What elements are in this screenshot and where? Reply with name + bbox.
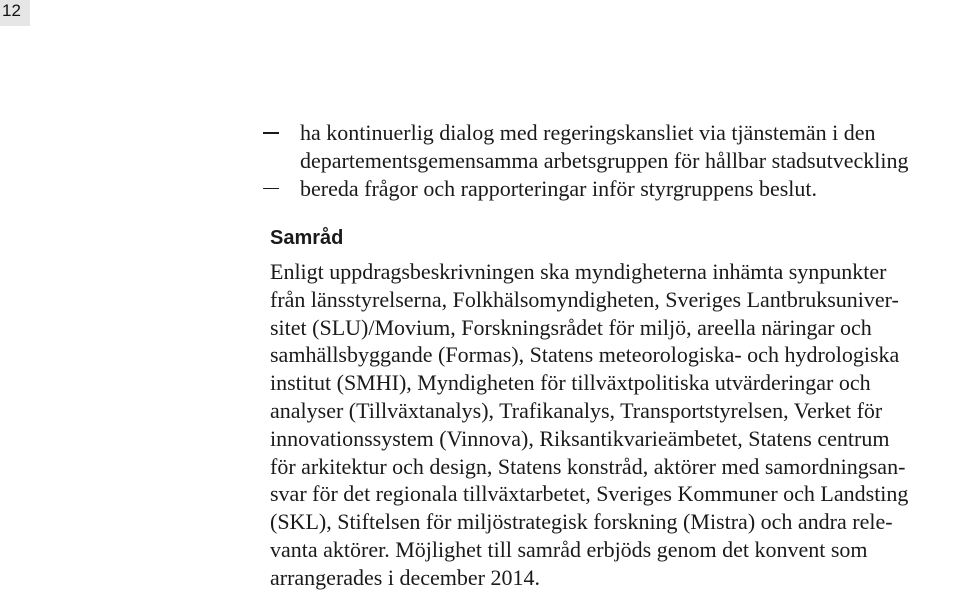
page-number: 12 xyxy=(2,1,21,20)
paragraph-line: analyser (Tillväxtanalys), Trafikanalys, Transportstyrelsen, Verket för xyxy=(270,397,883,423)
paragraph-line: innovationssystem (Vinnova), Riksantikvarieämbetet, Statens centrum xyxy=(270,425,890,451)
list-item-line: bereda frågor och rapporteringar inför styrgruppens beslut. xyxy=(300,175,818,201)
section-heading: Samråd xyxy=(270,227,344,249)
paragraph-line: från länsstyrelserna, Folkhälsomyndigheten, Sveriges Lantbruksuniver- xyxy=(270,286,899,312)
body-paragraph xyxy=(270,258,960,592)
page-number-box xyxy=(0,0,30,26)
paragraph-line: sitet (SLU)/Movium, Forskningsrådet för miljö, areella näringar och xyxy=(270,314,872,340)
dash-bullet-icon xyxy=(263,188,279,190)
list-item xyxy=(263,119,960,175)
paragraph-line: svar för det regionala tillväxtarbetet, Sveriges Kommuner och Landsting xyxy=(270,481,909,507)
paragraph-line: vanta aktörer. Möjlighet till samråd erbjöds genom det konvent som xyxy=(270,536,868,562)
paragraph-line: Enligt uppdragsbeskrivningen ska myndigheterna inhämta synpunkter xyxy=(270,259,887,284)
paragraph-line: för arkitektur och design, Statens konstråd, aktörer med samordningsan- xyxy=(270,453,906,479)
list-item xyxy=(263,175,960,203)
list-item-line: departementsgemensamma arbetsgruppen för hållbar stadsutveckling xyxy=(300,147,909,173)
paragraph-line: arrangerades i december 2014. xyxy=(270,564,540,590)
paragraph-line: samhällsbyggande (Formas), Statens meteorologiska- och hydrologiska xyxy=(270,342,900,368)
list-item-line: ha kontinuerlig dialog med regeringskansliet via tjänstemän i den xyxy=(300,120,876,145)
paragraph-line: (SKL), Stiftelsen för miljöstrategisk forskning (Mistra) och andra rele- xyxy=(270,509,893,535)
paragraph-line: institut (SMHI), Myndigheten för tillväxtpolitiska utvärderingar och xyxy=(270,370,871,396)
bullet-list xyxy=(263,119,960,202)
dash-bullet-icon xyxy=(263,132,279,134)
